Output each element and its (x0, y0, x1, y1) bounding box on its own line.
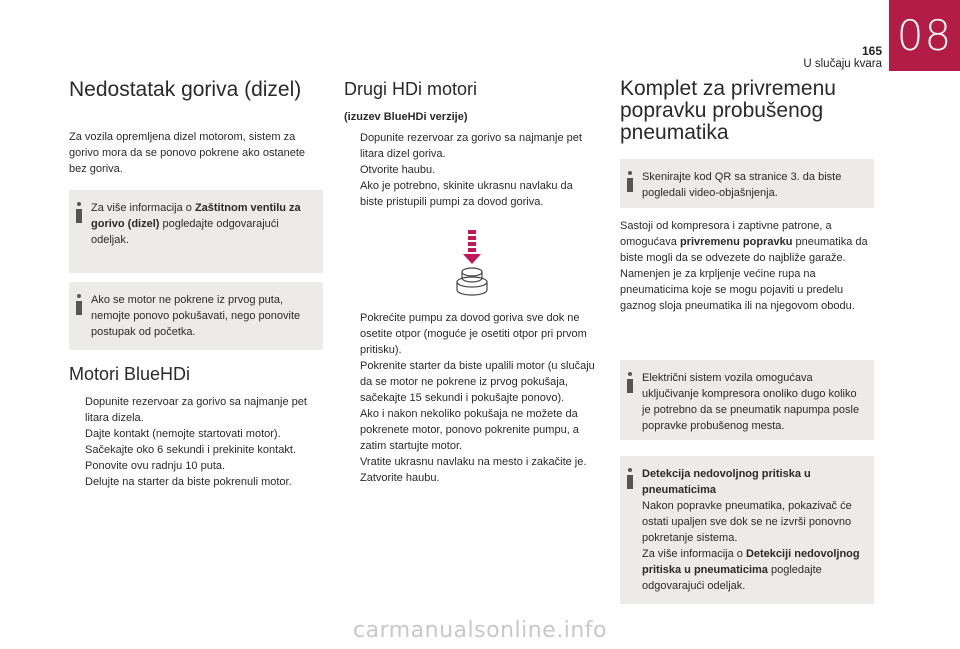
step-item: Ako je potrebno, skinite ukrasnu navlaku da biste pristupili pumpi za dovod goriva. (360, 180, 573, 208)
title-bluehdi: Motori BlueHDi (69, 364, 191, 384)
step-item: Dopunite rezervoar za gorivo sa najmanje pet litara dizel goriva. (360, 132, 582, 160)
hdi-steps-list-1 (344, 130, 598, 210)
title-other-hdi: Drugi HDi motori (344, 79, 478, 99)
step-item: Dajte kontakt (nemojte startovati motor). (85, 428, 281, 440)
step-item: Ako i nakon nekoliko pokušaja ne možete da pokrenete motor, ponovo pokrenite pumpu, a zatim startujte motor. (360, 408, 579, 452)
step-item: Sačekajte oko 6 sekundi i prekinite kontakt. (85, 444, 296, 456)
bluehdi-steps-list (69, 394, 323, 490)
info-box-pressure (620, 456, 874, 604)
step-item: Pokrećite pumpu za dovod goriva sve dok ne osetite otpor (moguće je osetiti otpor pri prvom pritisku). (360, 312, 587, 356)
info-text: Električni sistem vozila omogućava uključivanje kompresora onoliko dugo koliko je potrebno da se pneumatik napumpa posle popravke probušenog mesta. (642, 372, 860, 432)
info-text: Detekcija nedovoljnog pritiska u pneumaticima Nakon popravke pneumatika, pokazivač će ostati upaljen sve dok se ne izvrši ponovno pokretanje sistema. Za više informacija o Detekciji nedovoljnog pritiska u pneumaticima pogledajte odgovarajući odeljak. (642, 468, 860, 592)
step-item: Vratite ukrasnu navlaku na mesto i zakačite je. (360, 456, 587, 468)
step-item: Delujte na starter da biste pokrenuli motor. (85, 476, 292, 488)
section-name: U slučaju kvara (803, 58, 882, 70)
info-box-qr (620, 159, 874, 208)
subtitle-other-hdi: (izuzev BlueHDi verzije) (344, 111, 468, 123)
pump-knob-icon (457, 268, 487, 295)
title-fuel-shortage: Nedostatak goriva (dizel) (69, 78, 302, 101)
intro-text: Za vozila opremljena dizel motorom, sistem za gorivo mora da se ponovo pokrene ako ostanete bez goriva. (69, 131, 306, 175)
page-number: 165 (861, 44, 882, 58)
repair-kit-body: Sastoji od kompresora i zaptivne patrone, a omogućava privremenu popravku pneumatika da biste mogli da se odvezete do najbliže garaže. Namenjen je za krpljenje većine rupa na pneumaticima koje se mogu pojaviti u predelu gaznog sloja pneumatika ili na njegovom obodu. (620, 220, 868, 312)
hdi-steps-list-2 (344, 310, 598, 486)
step-item: Pokrenite starter da biste upalili motor (u slučaju da se motor ne pokrene iz prvog pokušaja, sačekajte 15 sekundi i pokušajte ponovo). (360, 360, 595, 404)
info-text: Za više informacija o Zaštitnom ventilu za gorivo (dizel) pogledajte odgovarajući odeljak. (91, 202, 301, 246)
info-text: Skenirajte kod QR sa stranice 3. da biste pogledali video-objašnjenja. (642, 171, 842, 199)
step-item: Dopunite rezervoar za gorivo sa najmanje pet litara dizela. (85, 396, 307, 424)
step-item: Zatvorite haubu. (360, 472, 440, 484)
title-repair-kit: Komplet za privremenu popravku probušenog pneumatika (620, 77, 836, 144)
chapter-tab: 08 (889, 0, 960, 71)
step-item: Ponovite ovu radnju 10 puta. (85, 460, 226, 472)
info-box-electric (620, 360, 874, 440)
info-box-valve (69, 190, 323, 273)
info-text: Ako se motor ne pokrene iz prvog puta, nemojte ponovo pokušavati, nego ponovite postupak od početka. (91, 294, 301, 338)
fuel-pump-icon (444, 228, 504, 300)
pump-arrow-icon (463, 230, 481, 264)
watermark: carmanualsonline.info (353, 618, 607, 643)
step-item: Otvorite haubu. (360, 164, 436, 176)
info-box-restart (69, 282, 323, 350)
